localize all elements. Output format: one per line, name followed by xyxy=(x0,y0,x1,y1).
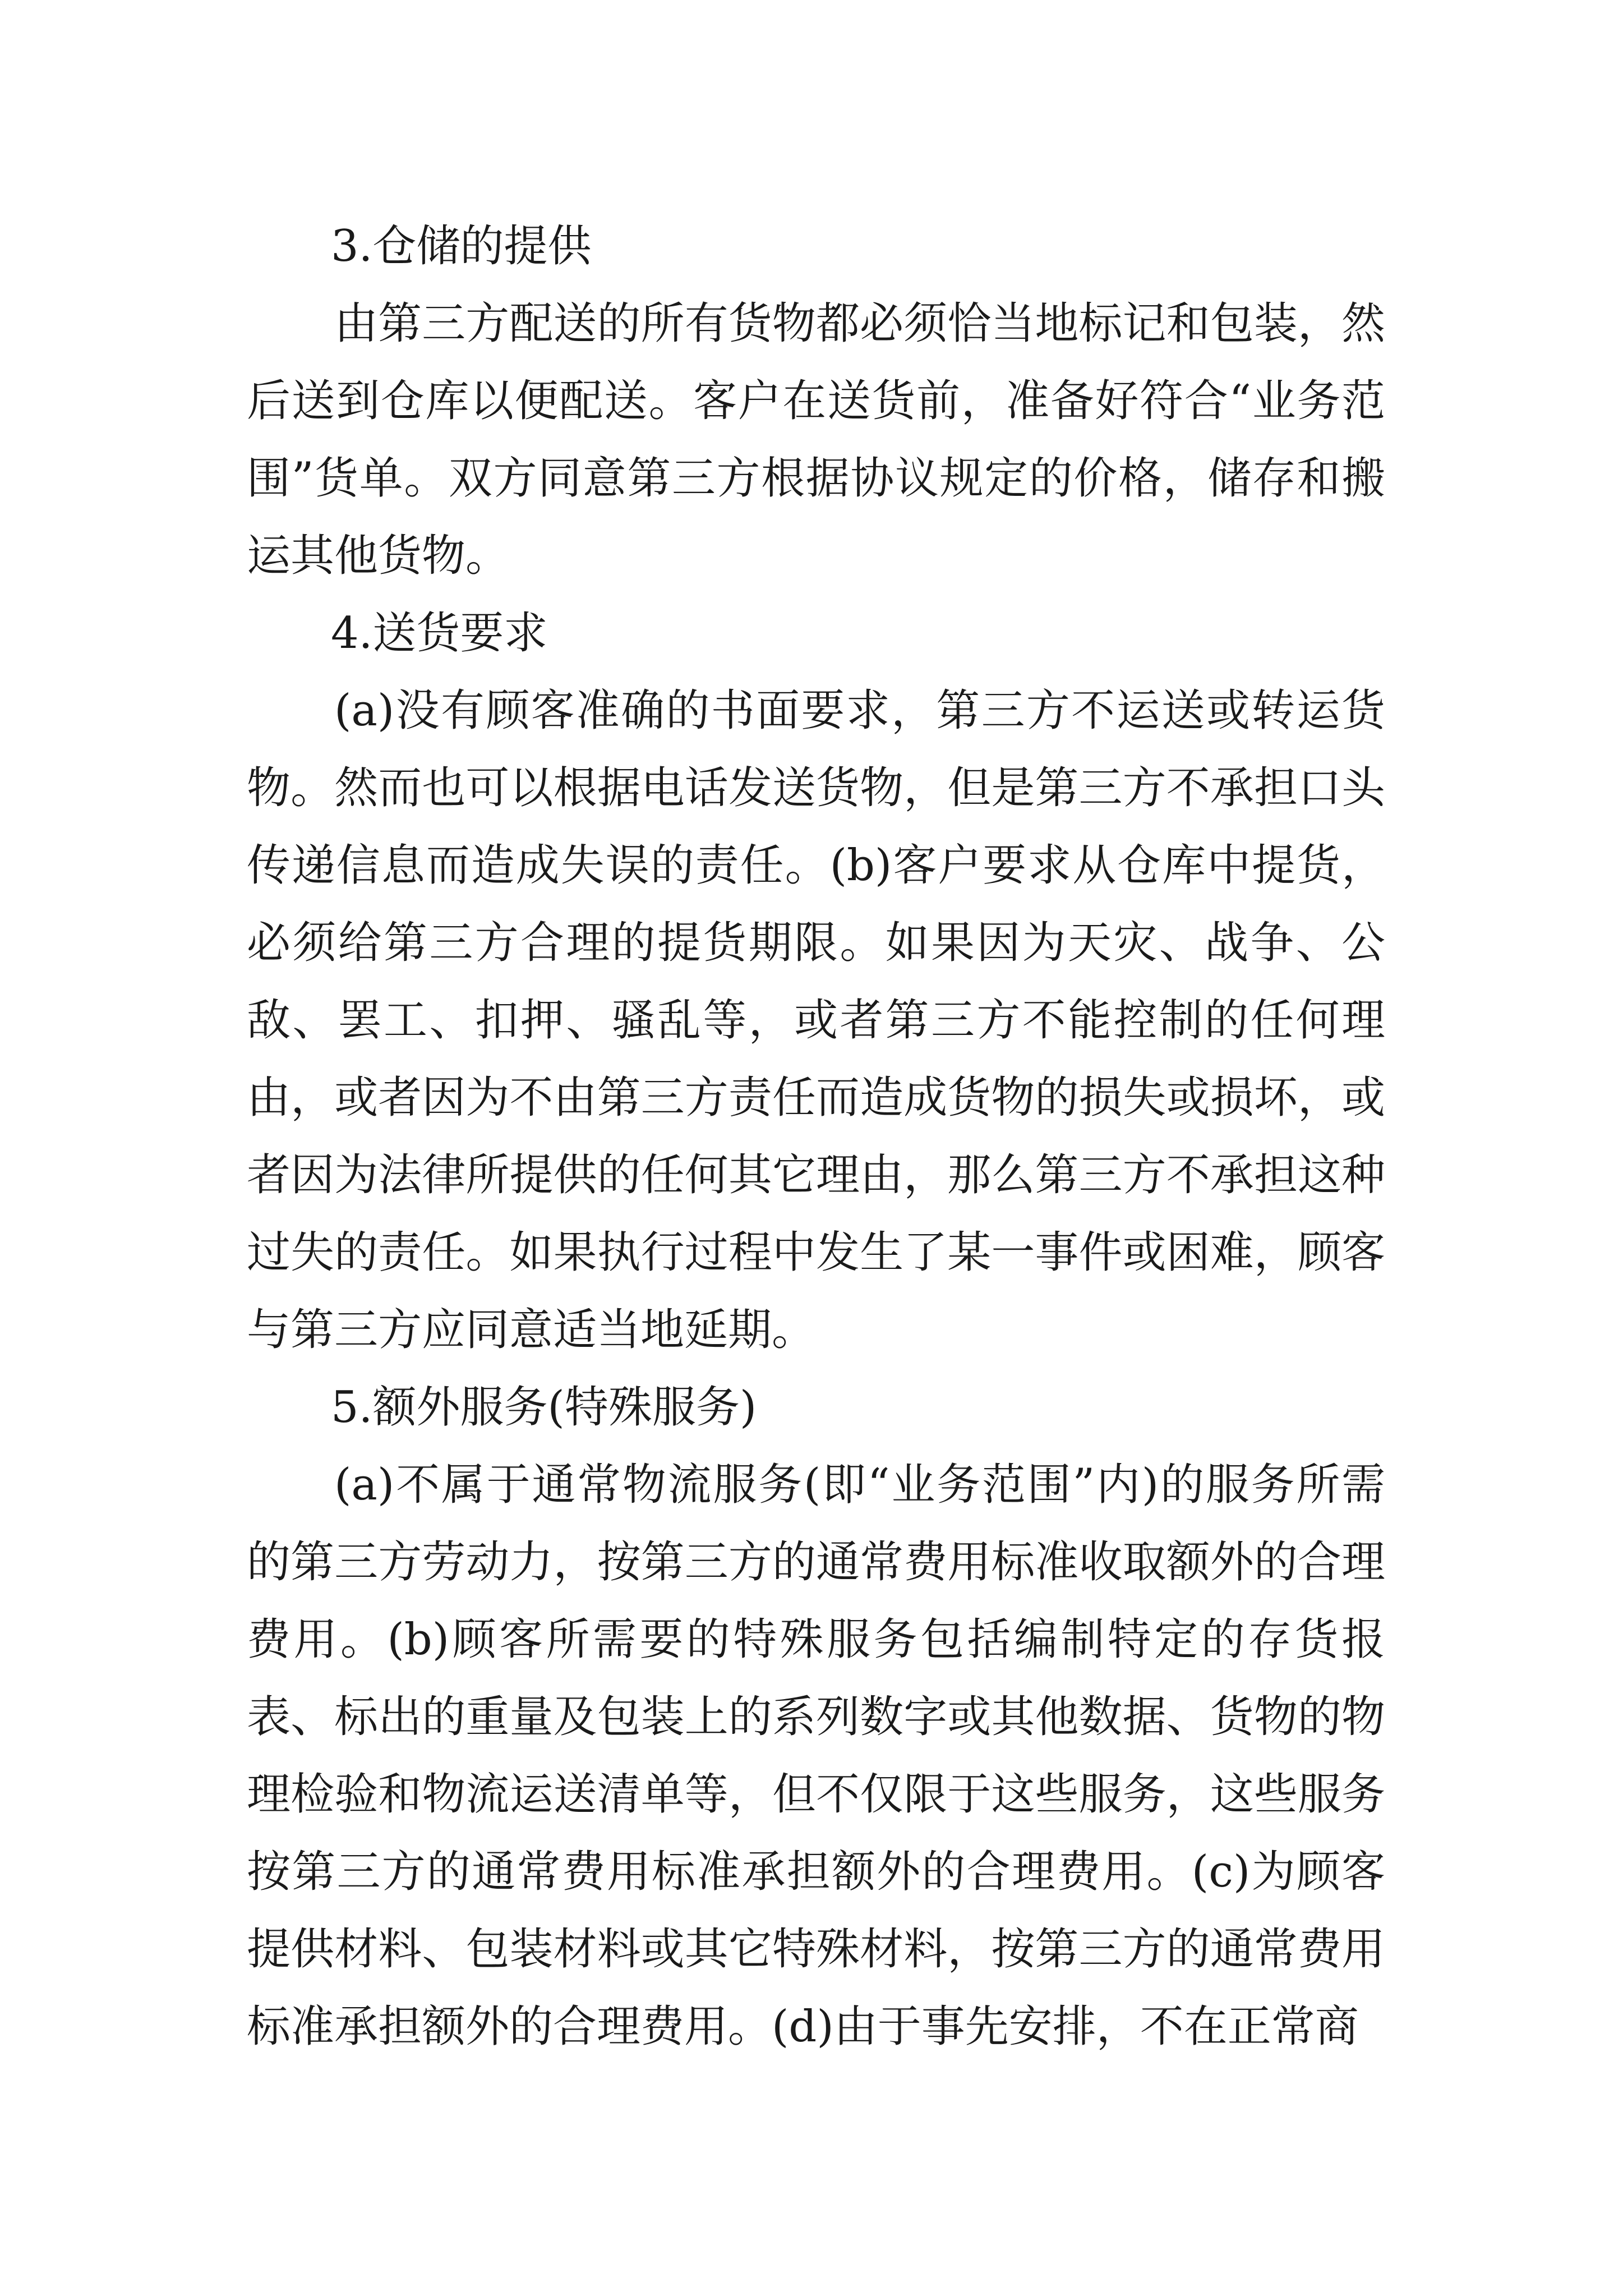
document-body xyxy=(247,208,1385,2065)
section-paragraph-delivery: (a)没有顾客准确的书面要求，第三方不运送或转运货物。然而也可以根据电话发送货物，但是第三方不承担口头传递信息而造成失误的责任。(b)客户要求从仓库中提货，必须给第三方合理的提货期限。如果因为天灾、战争、公敌、罢工、扣押、骚乱等，或者第三方不能控制的任何理由，或者因为不由第三方责任而造成货物的损失或损坏，或者因为法律所提供的任何其它理由，那么第三方不承担这种过失的责任。如果执行过程中发生了某一事件或困难，顾客与第三方应同意适当地延期。 xyxy=(247,685,1385,1355)
section-heading-extra-services: 5.额外服务(特殊服务) xyxy=(331,1382,757,1433)
section-heading-storage: 3.仓储的提供 xyxy=(331,221,592,272)
section-paragraph-extra-services: (a)不属于通常物流服务(即“业务范围”内)的服务所需的第三方劳动力，按第三方的通常费用标准收取额外的合理费用。(b)顾客所需要的特殊服务包括编制特定的存货报表、标出的重量及包装上的系列数字或其他数据、货物的物理检验和物流运送清单等，但不仅限于这些服务，这些服务按第三方的通常费用标准承担额外的合理费用。(c)为顾客提供材料、包装材料或其它特殊材料，按第三方的通常费用标准承担额外的合理费用。(d)由于事先安排，不在正常商 xyxy=(247,1460,1385,2052)
section-heading-delivery: 4.送货要求 xyxy=(331,608,548,659)
section-paragraph-storage: 由第三方配送的所有货物都必须恰当地标记和包装，然后送到仓库以便配送。客户在送货前，准备好符合“业务范围”货单。双方同意第三方根据协议规定的价格，储存和搬运其他货物。 xyxy=(247,298,1385,581)
